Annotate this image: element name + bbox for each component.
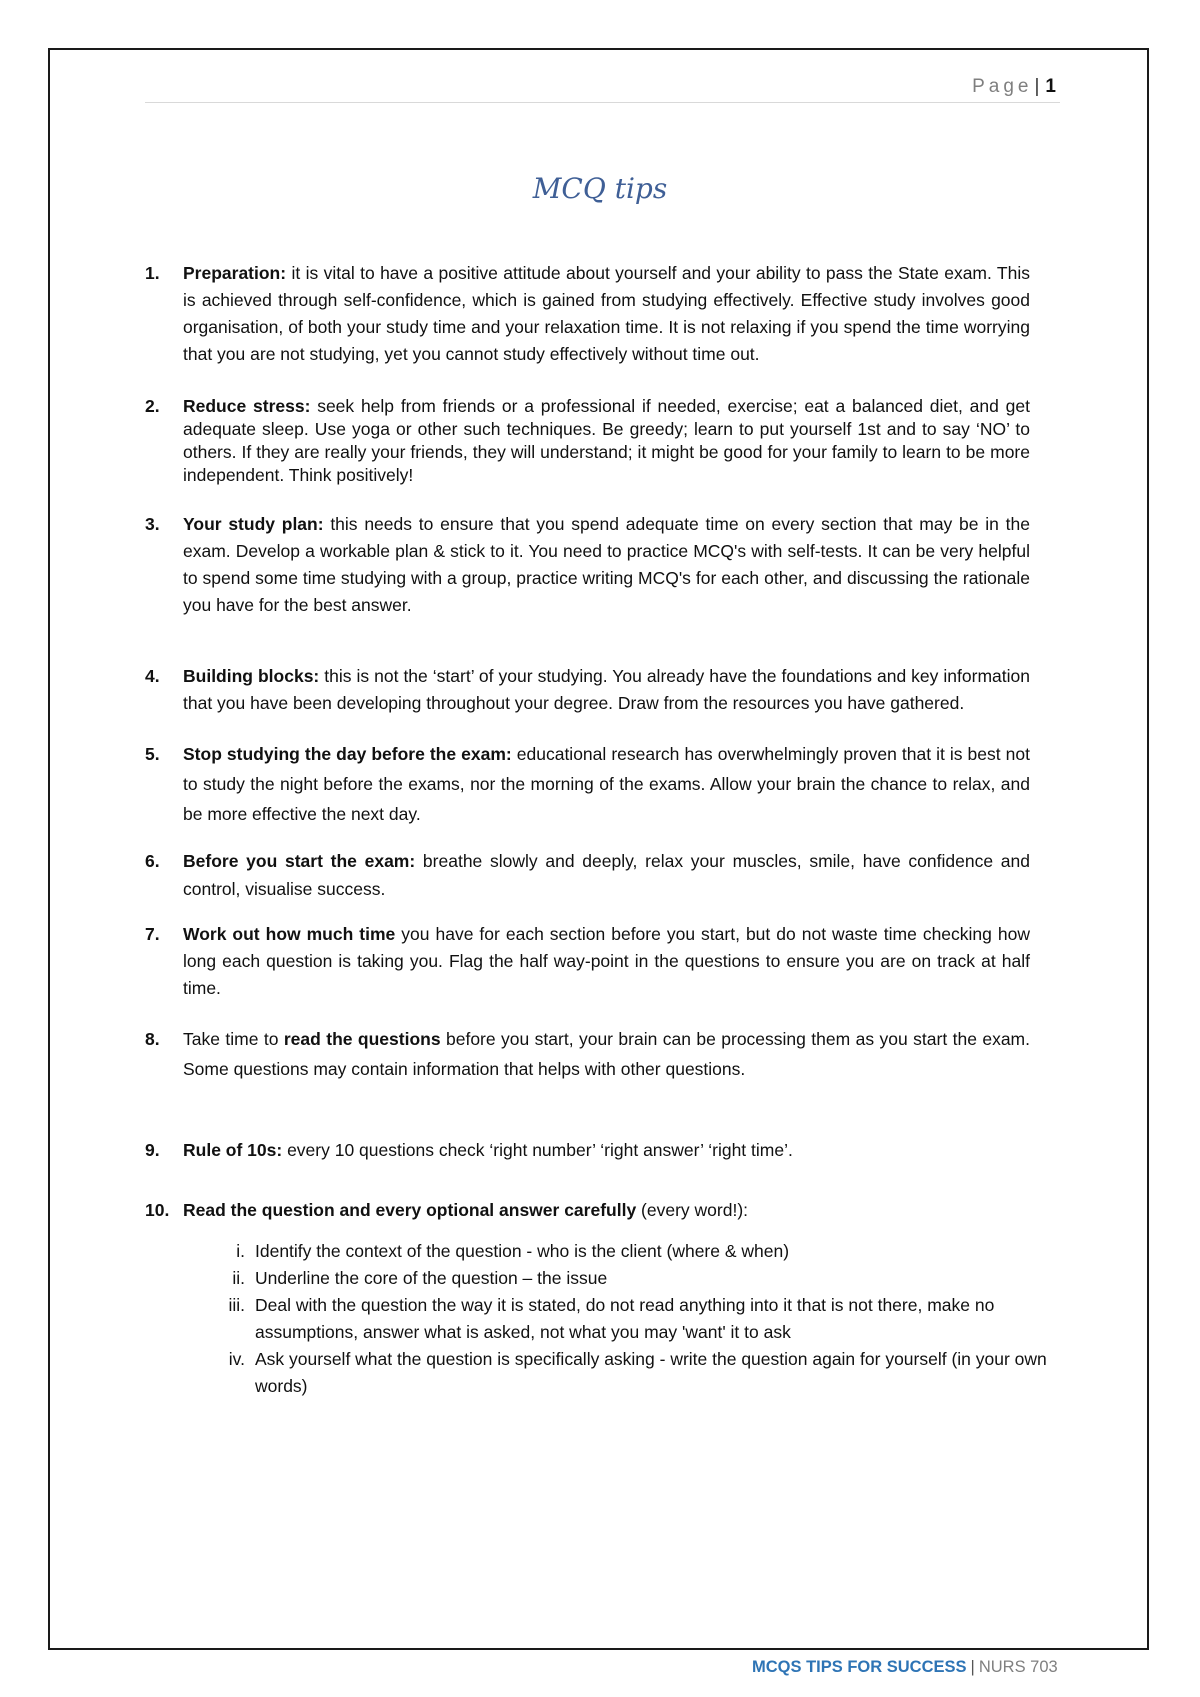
- subtip-item: [183, 1346, 1070, 1400]
- subtip-item: [183, 1265, 1070, 1292]
- footer-separator: |: [970, 1658, 975, 1676]
- tip-number: 1.: [145, 263, 160, 283]
- tip-text: seek help from friends or a professional if needed, exercise; eat a balanced diet, and get adequate sleep. Use yoga or other such techniques. Be greedy; learn to put yourself 1st and to say ‘NO’ to others. If they are really your friends, they will understand; it might be good for your family to learn to be more independent. Think positively!: [183, 396, 1030, 485]
- subtip-text: Underline the core of the question – the issue: [255, 1268, 608, 1288]
- subtip-text: Ask yourself what the question is specifically asking - write the question again for yourself (in your own words): [255, 1349, 1047, 1396]
- tip-item: [145, 847, 1030, 903]
- tip-item: [145, 921, 1030, 1002]
- tip-heading: Stop studying the day before the exam:: [183, 744, 512, 764]
- tip-text: breathe slowly and deeply, relax your muscles, smile, have confidence and control, visualise success.: [183, 851, 1030, 899]
- page-number-label: [972, 76, 1056, 98]
- tip-heading: Building blocks:: [183, 666, 320, 686]
- tip-item: [145, 395, 1030, 487]
- tip-item: [145, 1197, 1047, 1400]
- subtips-list: [183, 1238, 1047, 1400]
- tip-item: [145, 663, 1030, 717]
- tip-text: it is vital to have a positive attitude about yourself and your ability to pass the State exam. This is achieved through self-confidence, which is gained from studying effectively. Effective study involves good organisation, of both your study time and your relaxation time. It is not relaxing if you spend the time worrying that you are not studying, yet you cannot study effectively without time out.: [183, 263, 1030, 364]
- tip-text: before you start, your brain can be processing them as you start the exam. Some questions may contain information that helps with other questions.: [183, 1029, 1031, 1079]
- tip-item: [145, 1024, 1030, 1084]
- tip-number: 5.: [145, 744, 160, 764]
- footer-course: NURS 703: [978, 1658, 1058, 1676]
- tip-number: 10.: [145, 1200, 170, 1220]
- tip-number: 9.: [145, 1140, 160, 1160]
- page-footer: [752, 1658, 1058, 1677]
- tip-item: [145, 260, 1030, 368]
- footer-title: MCQS TIPS FOR SUCCESS: [752, 1658, 967, 1676]
- tip-text: every 10 questions check ‘right number’ ‘right answer’ ‘right time’.: [282, 1140, 793, 1160]
- tip-text: (every word!):: [636, 1200, 749, 1220]
- page-label: Page: [972, 76, 1033, 97]
- document-title: MCQ tips: [532, 172, 668, 205]
- tip-number: 6.: [145, 851, 160, 871]
- tip-number: 2.: [145, 396, 160, 416]
- tip-heading: Before you start the exam:: [183, 851, 416, 871]
- tip-text: educational research has overwhelmingly proven that it is best not to study the night before the exams, nor the morning of the exams. Allow your brain the chance to relax, and be more effective the next day.: [183, 744, 1030, 824]
- tip-heading: Read the question and every optional answer carefully: [183, 1200, 637, 1220]
- subtip-item: [183, 1238, 1070, 1265]
- page-header: [145, 76, 1060, 103]
- page-separator: |: [1034, 76, 1040, 97]
- tip-number: 7.: [145, 924, 160, 944]
- tip-heading: Rule of 10s:: [183, 1140, 283, 1160]
- tip-heading: Your study plan:: [183, 514, 324, 534]
- tip-number: 8.: [145, 1029, 160, 1049]
- tips-list: [145, 260, 1047, 1400]
- tip-heading: Preparation:: [183, 263, 287, 283]
- tip-heading: read the questions: [283, 1029, 441, 1049]
- subtip-item: [183, 1292, 1070, 1346]
- subtip-number: iv.: [228, 1349, 245, 1369]
- subtip-text: Identify the context of the question - who is the client (where & when): [255, 1241, 790, 1261]
- tip-text: this needs to ensure that you spend adequate time on every section that may be in the exam. Develop a workable plan & stick to it. You need to practice MCQ's with self-tests. It can be very helpful to spend some time studying with a group, practice writing MCQ's for each other, and discussing the rationale you have for the best answer.: [183, 514, 1030, 615]
- tip-item: [145, 1137, 1030, 1164]
- tip-heading: Work out how much time: [183, 924, 396, 944]
- subtip-number: ii.: [232, 1268, 245, 1288]
- tip-text: you have for each section before you start, but do not waste time checking how long each question is taking you. Flag the half way-point in the questions to ensure you are on track at half time.: [183, 924, 1030, 998]
- tip-item: [145, 511, 1030, 619]
- tip-text-pre: Take time to: [183, 1029, 284, 1049]
- subtip-text: Deal with the question the way it is stated, do not read anything into it that is not there, make no assumptions, answer what is asked, not what you may 'want' it to ask: [255, 1295, 995, 1342]
- tip-text: this is not the ‘start’ of your studying. You already have the foundations and key information that you have been developing throughout your degree. Draw from the resources you have gathered.: [183, 666, 1030, 713]
- page-number: 1: [1045, 76, 1056, 97]
- tip-number: 4.: [145, 666, 160, 686]
- tip-item: [145, 739, 1030, 829]
- tip-number: 3.: [145, 514, 160, 534]
- subtip-number: i.: [236, 1241, 245, 1261]
- subtip-number: iii.: [228, 1295, 245, 1315]
- tip-heading: Reduce stress:: [183, 396, 311, 416]
